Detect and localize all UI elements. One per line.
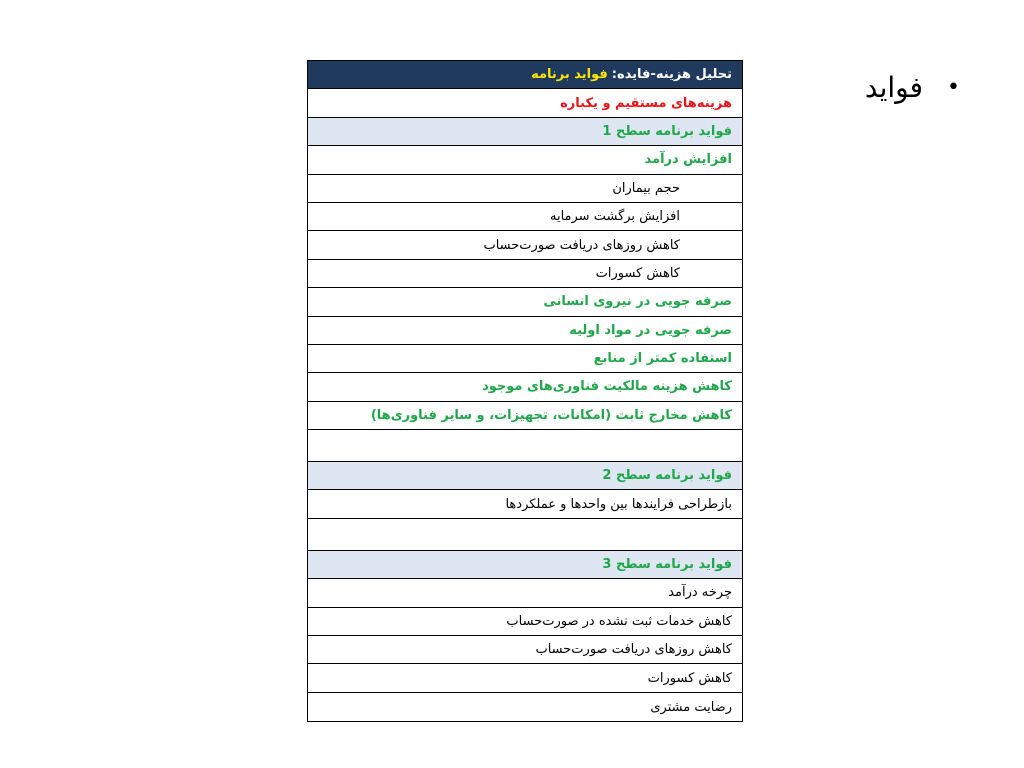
table-row-blank xyxy=(308,519,742,551)
table-row: چرخه درآمد xyxy=(308,579,742,607)
table-row: کاهش کسورات xyxy=(308,664,742,692)
table-row: استفاده کمتر از منابع xyxy=(308,345,742,373)
table-row-level-3: فواید برنامه سطح 3 xyxy=(308,551,742,579)
table-row-blank xyxy=(308,430,742,462)
table-row: صرفه جویی در مواد اولیه xyxy=(308,317,742,345)
table-row: حجم بیماران xyxy=(308,175,742,203)
table-row-level-1: فواید برنامه سطح 1 xyxy=(308,118,742,146)
table-header xyxy=(308,61,742,89)
table-row-level-2: فواید برنامه سطح 2 xyxy=(308,462,742,490)
table-row: کاهش روزهای دریافت صورت‌حساب xyxy=(308,636,742,664)
table-header-highlight: فواید برنامه xyxy=(531,67,608,83)
table-row: کاهش کسورات xyxy=(308,260,742,288)
table-row: صرفه جویی در نیروی انسانی xyxy=(308,288,742,316)
bullet-item xyxy=(864,71,960,104)
table-row: کاهش مخارج ثابت (امکانات، تجهیزات، و سایر فناوری‌ها) xyxy=(308,402,742,430)
table-row: بازطراحی فرایندها بین واحدها و عملکردها xyxy=(308,490,742,518)
table-row: کاهش خدمات ثبت نشده در صورت‌حساب xyxy=(308,608,742,636)
table-header-prefix: تحلیل هزینه-فایده: xyxy=(611,67,732,83)
table-row: هزینه‌های مستقیم و یکباره xyxy=(308,89,742,117)
benefits-table xyxy=(307,60,743,722)
bullet-dot-icon: • xyxy=(947,75,960,100)
table-row: افزایش درآمد xyxy=(308,146,742,174)
table-row: رضایت مشتری xyxy=(650,699,732,715)
bullet-text: فواید xyxy=(864,71,924,104)
table-row: کاهش روزهای دریافت صورت‌حساب xyxy=(308,231,742,259)
table-row: کاهش هزینه مالکیت فناوری‌های موجود xyxy=(308,373,742,401)
table-row: افزایش برگشت سرمایه xyxy=(308,203,742,231)
